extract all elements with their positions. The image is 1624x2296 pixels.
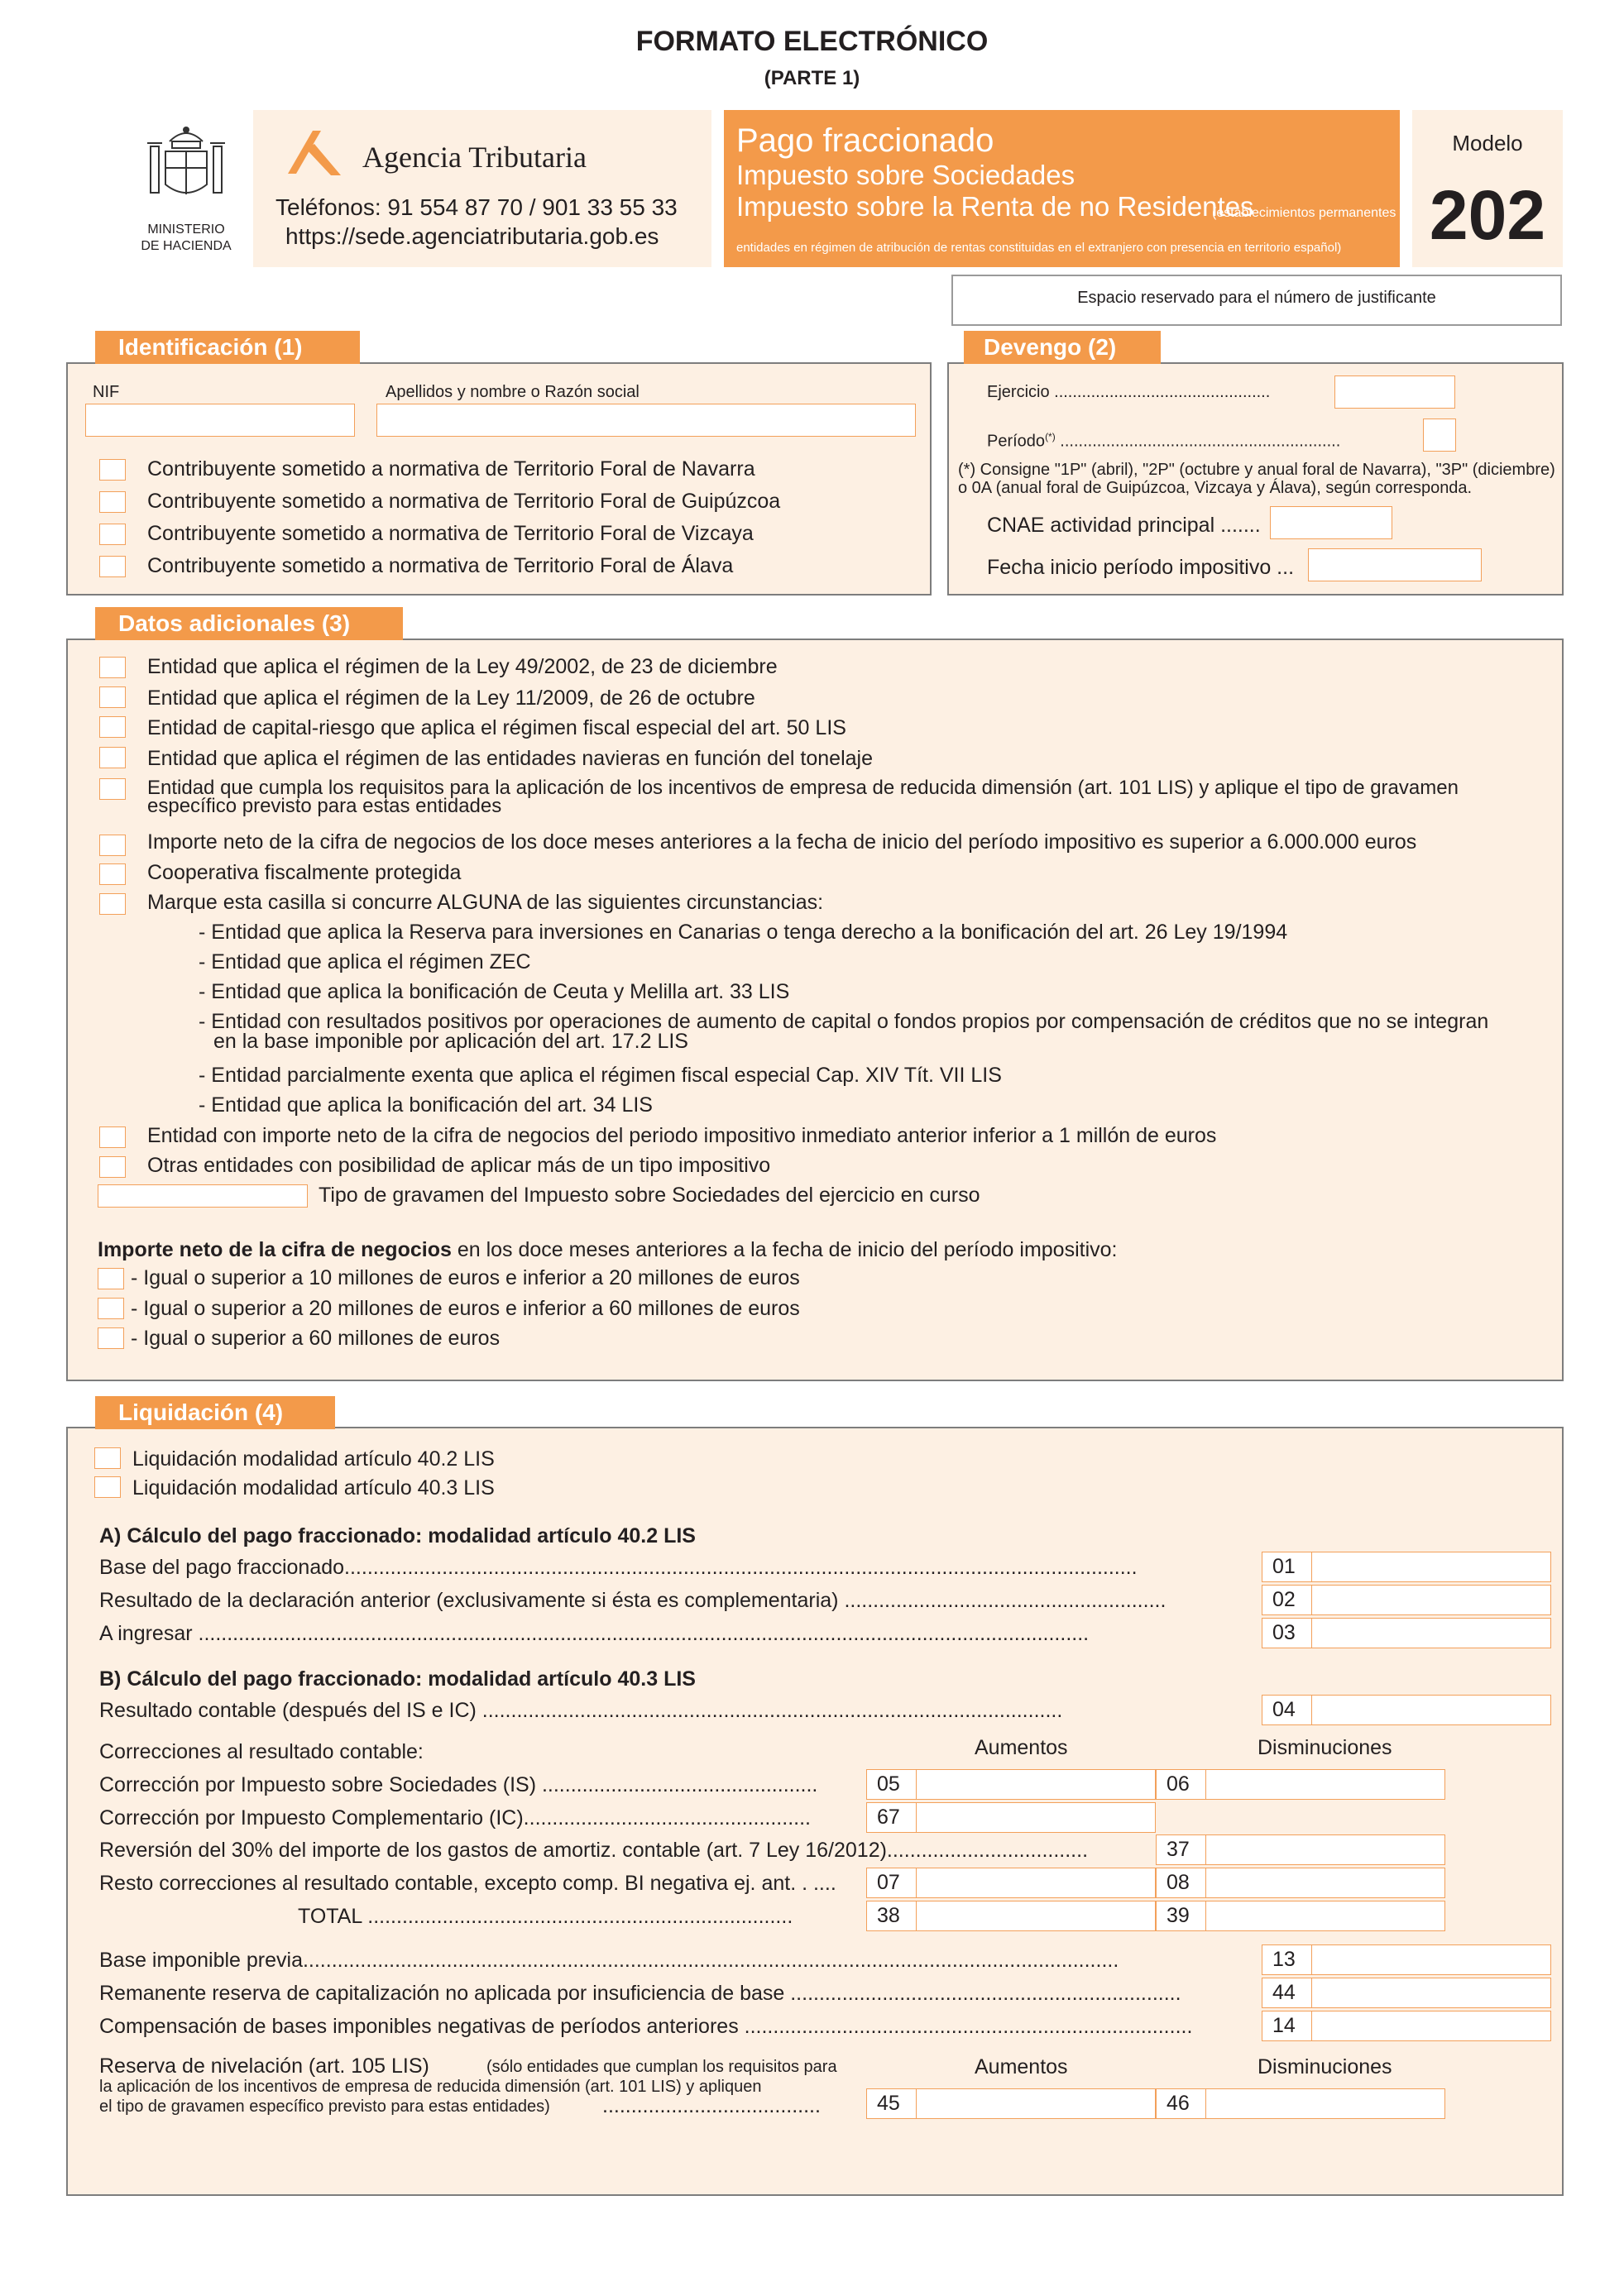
agency-website[interactable]: https://sede.agenciatributaria.gob.es (285, 223, 659, 249)
circunstancias-checkbox[interactable] (99, 893, 126, 915)
tipo-gravamen-label: Tipo de gravamen del Impuesto sobre Sociedades del ejercicio en curso (319, 1184, 980, 1207)
foral-alava-checkbox[interactable] (99, 556, 126, 577)
casilla-03-input[interactable] (1311, 1618, 1551, 1648)
casilla-08-input[interactable] (1205, 1868, 1445, 1898)
modalidad-40-3-label: Liquidación modalidad artículo 40.3 LIS (132, 1476, 495, 1500)
casilla-38-code: 38 (866, 1901, 917, 1931)
cifra-1m-checkbox[interactable] (99, 1126, 126, 1148)
modelo-label: Modelo (1452, 131, 1523, 155)
mas-de-un-tipo-label: Otras entidades con posibilidad de aplicar más de un tipo impositivo (147, 1154, 771, 1177)
subitem-art34: - Entidad que aplica la bonificación del art. 34 LIS (199, 1093, 653, 1117)
nif-input[interactable] (85, 404, 355, 437)
cifra-6m-checkbox[interactable] (99, 835, 126, 856)
ley-11-2009-label: Entidad que aplica el régimen de la Ley 11/2009, de 26 de octubre (147, 686, 755, 710)
justificante-label: Espacio reservado para el número de justificante (1077, 289, 1436, 307)
casilla-04-code: 04 (1262, 1695, 1313, 1725)
periodo-note-1: (*) Consigne "1P" (abril), "2P" (octubre y anual foral de Navarra), "3P" (diciembre) (958, 461, 1555, 479)
casilla-46-code: 46 (1156, 2088, 1207, 2119)
rango-60-checkbox[interactable] (98, 1327, 124, 1349)
liquidacion-tab: Liquidación (4) (95, 1396, 335, 1429)
reducida-dimension-checkbox[interactable] (99, 778, 126, 800)
cifra-1m-label: Entidad con importe neto de la cifra de negocios del periodo impositivo inmediato anterior inferior a 1 millón de euros (147, 1124, 1217, 1147)
page-title: FORMATO ELECTRÓNICO (635, 26, 989, 57)
rango-20-60-label: - Igual o superior a 20 millones de euros e inferior a 60 millones de euros (131, 1297, 800, 1320)
reducida-dimension-label-cont: específico previsto para estas entidades (147, 795, 502, 817)
casilla-37-input[interactable] (1205, 1834, 1445, 1865)
foral-alava-label: Contribuyente sometido a normativa de Territorio Foral de Álava (147, 554, 734, 577)
periodo-input[interactable] (1423, 419, 1456, 452)
identificacion-tab: Identificación (1) (95, 331, 360, 364)
modalidad-40-3-checkbox[interactable] (94, 1476, 121, 1498)
tipo-gravamen-input[interactable] (98, 1184, 308, 1208)
name-input[interactable] (376, 404, 916, 437)
cifra-6m-label: Importe neto de la cifra de negocios de los doce meses anteriores a la fecha de inicio del período impositivo es superior a 6.000.000 euros (147, 830, 1417, 854)
casilla-14-code: 14 (1262, 2011, 1313, 2041)
resultado-contable-label: Resultado contable (después del IS e IC) ..................................................................................................... (99, 1699, 1063, 1722)
casilla-39-code: 39 (1156, 1901, 1207, 1931)
base-pago-label: Base del pago fraccionado.......................................................................................................................................... (99, 1556, 1138, 1579)
reserva-nivelacion-note-2: la aplicación de los incentivos de empresa de reducida dimensión (art. 101 LIS) y apliquen (99, 2078, 762, 2096)
periodo-note-2: o 0A (anual foral de Guipúzcoa, Vizcaya y Álava), según corresponda. (958, 479, 1473, 497)
casilla-01-code: 01 (1262, 1552, 1313, 1582)
devengo-tab: Devengo (2) (964, 331, 1161, 364)
casilla-06-code: 06 (1156, 1769, 1207, 1800)
banner-line3: Impuesto sobre la Renta de no Residentes (736, 191, 1254, 222)
foral-vizcaya-label: Contribuyente sometido a normativa de Territorio Foral de Vizcaya (147, 522, 754, 545)
ministry-line2: DE HACIENDA (141, 239, 232, 253)
ley-49-2002-label: Entidad que aplica el régimen de la Ley 49/2002, de 23 de diciembre (147, 655, 778, 678)
seccion-a-heading: A) Cálculo del pago fraccionado: modalidad artículo 40.2 LIS (99, 1524, 696, 1547)
casilla-13-input[interactable] (1311, 1944, 1551, 1975)
banner-line2: Impuesto sobre Sociedades (736, 160, 1075, 190)
navieras-label: Entidad que aplica el régimen de las entidades navieras en función del tonelaje (147, 747, 873, 770)
nif-label: NIF (93, 383, 120, 401)
agency-logo-icon (281, 124, 347, 182)
foral-guipuzcoa-label: Contribuyente sometido a normativa de Territorio Foral de Guipúzcoa (147, 490, 781, 513)
ejercicio-label: Ejercicio ............................................... (987, 383, 1271, 401)
fecha-inicio-input[interactable] (1308, 548, 1482, 581)
subitem-parcialmente-exenta: - Entidad parcialmente exenta que aplica el régimen fiscal especial Cap. XIV Tít. VII LIS (199, 1064, 1002, 1087)
subitem-aumento-capital: - Entidad con resultados positivos por operaciones de aumento de capital o fondos propios por compensación de créditos que no se integran (199, 1010, 1489, 1033)
modalidad-40-2-checkbox[interactable] (94, 1447, 121, 1469)
casilla-05-input[interactable] (916, 1769, 1156, 1800)
datos-tab: Datos adicionales (3) (95, 607, 403, 640)
casilla-44-input[interactable] (1311, 1978, 1551, 2008)
a-ingresar-label: A ingresar ........................................................................................................................................................... (99, 1622, 1090, 1645)
base-imponible-previa-label: Base imponible previa.............................................................................................................................................. (99, 1949, 1119, 1972)
foral-guipuzcoa-checkbox[interactable] (99, 491, 126, 513)
reducida-dimension-label: Entidad que cumpla los requisitos para la aplicación de los incentivos de empresa de reducida dimensión (art. 101 LIS) y aplique el tipo de gravamen (147, 777, 1459, 799)
cooperativa-label: Cooperativa fiscalmente protegida (147, 861, 462, 884)
rango-10-20-checkbox[interactable] (98, 1268, 124, 1289)
foral-navarra-label: Contribuyente sometido a normativa de Territorio Foral de Navarra (147, 457, 755, 481)
disminuciones-header: Disminuciones (1258, 1736, 1392, 1759)
casilla-06-input[interactable] (1205, 1769, 1445, 1800)
cooperativa-checkbox[interactable] (99, 863, 126, 885)
banner-title: Pago fraccionado (736, 122, 994, 159)
ley-49-2002-checkbox[interactable] (99, 657, 126, 678)
ministry-line1: MINISTERIO (147, 222, 225, 237)
casilla-04-input[interactable] (1311, 1695, 1551, 1725)
casilla-02-input[interactable] (1311, 1585, 1551, 1615)
reserva-nivelacion-note-3: el tipo de gravamen específico previsto para estas entidades) (99, 2097, 550, 2116)
casilla-05-code: 05 (866, 1769, 917, 1800)
casilla-45-input[interactable] (916, 2088, 1156, 2119)
fecha-inicio-label: Fecha inicio período impositivo ... (987, 556, 1295, 579)
casilla-67-input[interactable] (916, 1802, 1156, 1833)
subitem-aumento-capital-cont: en la base imponible por aplicación del art. 17.2 LIS (213, 1030, 688, 1053)
subitem-zec: - Entidad que aplica el régimen ZEC (199, 950, 531, 973)
casilla-37-code: 37 (1156, 1834, 1207, 1865)
remanente-reserva-label: Remanente reserva de capitalización no aplicada por insuficiencia de base .................................................................... (99, 1982, 1181, 2005)
casilla-46-input[interactable] (1205, 2088, 1445, 2119)
banner-small1: (establecimientos permanentes y (1212, 206, 1406, 220)
reserva-nivelacion-dots: ...................................... (602, 2094, 821, 2117)
modelo-number: 202 (1429, 176, 1546, 254)
mas-de-un-tipo-checkbox[interactable] (99, 1156, 126, 1178)
correccion-ic-label: Corrección por Impuesto Complementario (IC).................................................. (99, 1806, 811, 1830)
agency-name: Agencia Tributaria (362, 141, 587, 174)
rango-20-60-checkbox[interactable] (98, 1298, 124, 1319)
reversion-30-label: Reversión del 30% del importe de los gastos de amortiz. contable (art. 7 Ley 16/2012)................................... (99, 1839, 1089, 1862)
banner-small2: entidades en régimen de atribución de rentas constituidas en el extranjero con presencia en territorio español) (736, 241, 1342, 255)
rango-60-label: - Igual o superior a 60 millones de euros (131, 1327, 501, 1350)
aumentos-header: Aumentos (975, 1736, 1068, 1759)
cnae-label: CNAE actividad principal ....... (987, 514, 1261, 537)
casilla-07-input[interactable] (916, 1868, 1156, 1898)
correcciones-label: Correcciones al resultado contable: (99, 1740, 424, 1763)
importe-neto-heading: Importe neto de la cifra de negocios en los doce meses anteriores a la fecha de inicio del período impositivo: (98, 1238, 1118, 1261)
resultado-anterior-label: Resultado de la declaración anterior (exclusivamente si ésta es complementaria) ........................................................ (99, 1589, 1167, 1612)
ejercicio-input[interactable] (1334, 375, 1455, 409)
compensacion-bases-label: Compensación de bases imponibles negativas de períodos anteriores .............................................................................. (99, 2015, 1193, 2038)
total-label: TOTAL .......................................................................... (298, 1905, 793, 1928)
ley-11-2009-checkbox[interactable] (99, 686, 126, 708)
navieras-checkbox[interactable] (99, 747, 126, 768)
cnae-input[interactable] (1270, 506, 1392, 539)
reserva-nivelacion-note-1: (sólo entidades que cumplan los requisitos para (486, 2058, 837, 2076)
foral-vizcaya-checkbox[interactable] (99, 524, 126, 545)
casilla-67-code: 67 (866, 1802, 917, 1833)
casilla-07-code: 07 (866, 1868, 917, 1898)
modalidad-40-2-label: Liquidación modalidad artículo 40.2 LIS (132, 1447, 495, 1471)
casilla-38-input[interactable] (916, 1901, 1156, 1931)
capital-riesgo-label: Entidad de capital-riesgo que aplica el régimen fiscal especial del art. 50 LIS (147, 716, 846, 739)
agency-phones: Teléfonos: 91 554 87 70 / 901 33 55 33 (275, 194, 678, 220)
resto-correcciones-label: Resto correcciones al resultado contable, excepto comp. BI negativa ej. ant. . .... (99, 1872, 836, 1895)
reserva-nivelacion-label: Reserva de nivelación (art. 105 LIS) (99, 2054, 429, 2078)
periodo-label: Período(*) ............................................................. (987, 431, 1341, 451)
casilla-13-code: 13 (1262, 1944, 1313, 1975)
correccion-is-label: Corrección por Impuesto sobre Sociedades (IS) ................................................ (99, 1773, 818, 1796)
foral-navarra-checkbox[interactable] (99, 459, 126, 481)
circunstancias-label: Marque esta casilla si concurre ALGUNA de las siguientes circunstancias: (147, 891, 824, 914)
subitem-ceuta-melilla: - Entidad que aplica la bonificación de Ceuta y Melilla art. 33 LIS (199, 980, 790, 1003)
casilla-02-code: 02 (1262, 1585, 1313, 1615)
page-subtitle: (PARTE 1) (764, 67, 860, 89)
seccion-b-heading: B) Cálculo del pago fraccionado: modalidad artículo 40.3 LIS (99, 1667, 696, 1691)
casilla-14-input[interactable] (1311, 2011, 1551, 2041)
rango-10-20-label: - Igual o superior a 10 millones de euros e inferior a 20 millones de euros (131, 1266, 800, 1289)
casilla-08-code: 08 (1156, 1868, 1207, 1898)
aumentos-header-2: Aumentos (975, 2055, 1068, 2078)
casilla-45-code: 45 (866, 2088, 917, 2119)
casilla-01-input[interactable] (1311, 1552, 1551, 1582)
casilla-03-code: 03 (1262, 1618, 1313, 1648)
subitem-canarias: - Entidad que aplica la Reserva para inversiones en Canarias o tenga derecho a la bonificación del art. 26 Ley 19/1994 (199, 921, 1288, 944)
coat-of-arms-icon (141, 118, 232, 219)
name-label: Apellidos y nombre o Razón social (386, 383, 640, 401)
capital-riesgo-checkbox[interactable] (99, 716, 126, 738)
casilla-44-code: 44 (1262, 1978, 1313, 2008)
disminuciones-header-2: Disminuciones (1258, 2055, 1392, 2078)
casilla-39-input[interactable] (1205, 1901, 1445, 1931)
